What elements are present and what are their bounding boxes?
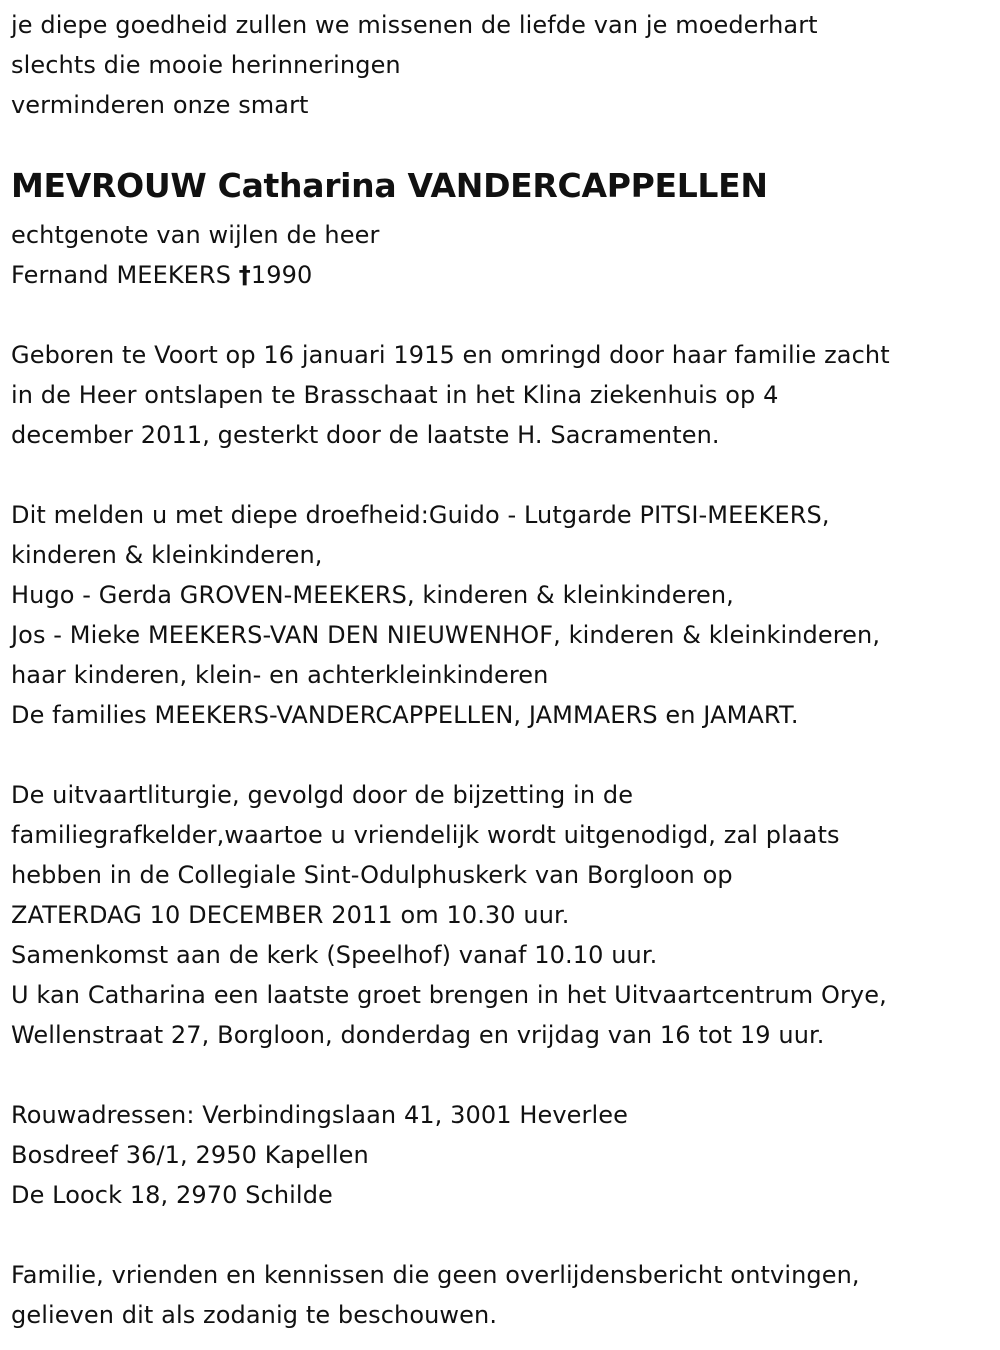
text-line: Wellenstraat 27, Borgloon, donderdag en vrijdag van 16 tot 19 uur. <box>11 1021 825 1049</box>
spouse-info <box>11 215 890 295</box>
text-line: haar kinderen, klein- en achterkleinkinderen <box>11 661 549 689</box>
text-line: U kan Catharina een laatste groet brengen in het Uitvaartcentrum Orye, <box>11 981 887 1009</box>
spouse-death-year: 1990 <box>250 261 313 289</box>
text-line: Jos - Mieke MEEKERS-VAN DEN NIEUWENHOF, kinderen & kleinkinderen, <box>11 621 881 649</box>
text-line: Samenkomst aan de kerk (Speelhof) vanaf 10.10 uur. <box>11 941 658 969</box>
text-line: Hugo - Gerda GROVEN-MEEKERS, kinderen & kleinkinderen, <box>11 581 734 609</box>
spouse-name: Fernand MEEKERS <box>11 261 232 289</box>
poem-line: je diepe goedheid zullen we missenen de liefde van je moederhart <box>11 11 818 39</box>
text-line: Geboren te Voort op 16 januari 1915 en omringd door haar familie zacht <box>11 341 890 369</box>
text-line: gelieven dit als zodanig te beschouwen. <box>11 1301 498 1329</box>
closing-paragraph <box>11 1255 890 1335</box>
addresses-paragraph <box>11 1095 890 1215</box>
text-line: Familie, vrienden en kennissen die geen overlijdensbericht ontvingen, <box>11 1261 860 1289</box>
text-line: familiegrafkelder,waartoe u vriendelijk wordt uitgenodigd, zal plaats <box>11 821 840 849</box>
text-line: december 2011, gesterkt door de laatste H. Sacramenten. <box>11 421 720 449</box>
spouse-name-line <box>11 255 890 295</box>
text-line: Rouwadressen: Verbindingslaan 41, 3001 Heverlee <box>11 1101 628 1129</box>
text-line: hebben in de Collegiale Sint-Odulphuskerk van Borgloon op <box>11 861 733 889</box>
text-line: De Loock 18, 2970 Schilde <box>11 1181 333 1209</box>
text-line: Dit melden u met diepe droefheid:Guido - Lutgarde PITSI-MEEKERS, <box>11 501 830 529</box>
birth-death-paragraph <box>11 335 890 455</box>
funeral-paragraph <box>11 775 890 1055</box>
deceased-name: MEVROUW Catharina VANDERCAPPELLEN <box>11 166 768 205</box>
text-line: De uitvaartliturgie, gevolgd door de bijzetting in de <box>11 781 634 809</box>
poem <box>11 5 890 125</box>
poem-line: slechts die mooie herinneringen <box>11 51 401 79</box>
poem-line: verminderen onze smart <box>11 91 309 119</box>
text-line: Bosdreef 36/1, 2950 Kapellen <box>11 1141 369 1169</box>
text-line: in de Heer ontslapen te Brasschaat in het Klina ziekenhuis op 4 <box>11 381 779 409</box>
mourners-paragraph <box>11 495 890 735</box>
spouse-line: echtgenote van wijlen de heer <box>11 221 380 249</box>
obituary-document <box>11 5 890 1335</box>
text-line: ZATERDAG 10 DECEMBER 2011 om 10.30 uur. <box>11 901 570 929</box>
cross-icon: † <box>238 261 251 289</box>
text-line: kinderen & kleinkinderen, <box>11 541 323 569</box>
text-line: De families MEEKERS-VANDERCAPPELLEN, JAMMAERS en JAMART. <box>11 701 799 729</box>
